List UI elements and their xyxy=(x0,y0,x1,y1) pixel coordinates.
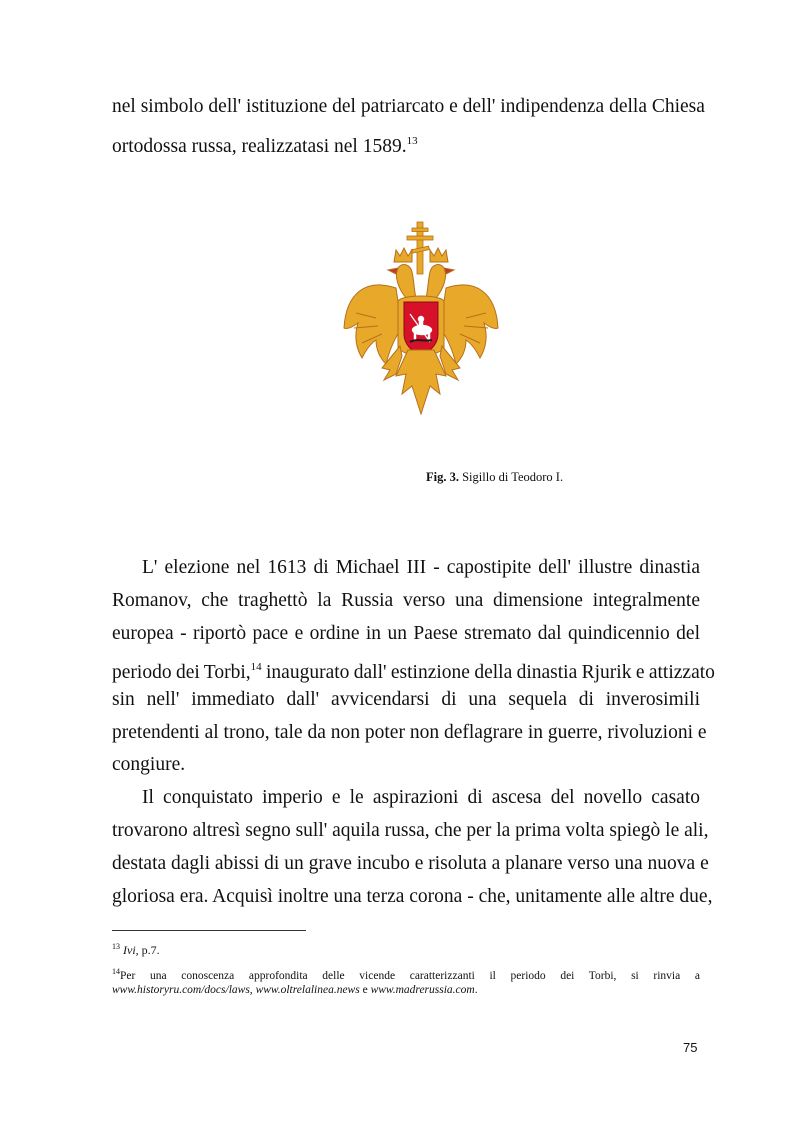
footnote-13: $^{13}$ Ivi, p.7. xyxy=(112,942,160,957)
text-line: gloriosa era. Acquisì inoltre una terza corona - che, unitamente alle altre due, xyxy=(112,886,713,907)
footnote-link[interactable]: www.oltrelalinea.news xyxy=(255,984,360,996)
text-line: trovarono altresì segno sull' aquila russa, che per la prima volta spiegò le ali, xyxy=(112,820,709,841)
text-line: pretendenti al trono, tale da non poter non deflagrare in guerre, rivoluzioni e xyxy=(112,722,707,743)
text-line: sin nell' immediato dall' avvicendarsi di una sequela di inverosimili xyxy=(112,689,700,710)
text-line: destata dagli abissi di un grave incubo e risoluta a planare verso una nuova e xyxy=(112,853,709,874)
footnote-14-links: www.historyru.com/docs/laws, www.oltrelalinea.news e www.madrerussia.com. xyxy=(112,984,478,996)
footnote-divider xyxy=(112,930,306,931)
double-headed-eagle-emblem xyxy=(336,218,506,418)
text-line: ortodossa russa, realizzatasi nel 1589.13 xyxy=(112,135,418,157)
footnote-link[interactable]: www.madrerussia.com xyxy=(370,984,475,996)
page-number: 75 xyxy=(683,1040,698,1055)
text-line: Romanov, che traghettò la Russia verso una dimensione integralmente xyxy=(112,590,700,611)
text-line: congiure. xyxy=(112,754,186,775)
footnote-link[interactable]: www.historyru.com/docs/laws, xyxy=(112,984,253,996)
left-wing xyxy=(344,285,402,364)
text-line: periodo dei Torbi,$^{14}$ inaugurato dall' estinzione della dinastia Rjurik e attizzato xyxy=(112,661,715,683)
figure-caption: Fig. 3. Sigillo di Teodoro I. xyxy=(426,470,564,484)
right-wing xyxy=(440,285,498,364)
text-line: Il conquistato imperio e le aspirazioni di ascesa del novello casato xyxy=(142,787,700,808)
text-line: europea - riportò pace e ordine in un Paese stremato dal quindicennio del xyxy=(112,623,700,644)
footnote-ref[interactable]: 14 xyxy=(250,661,262,673)
cross-icon xyxy=(407,222,433,274)
footnote-14: $^{14}$Per una conoscenza approfondita delle vicende caratterizzanti il periodo dei Torbi, si rinvia a xyxy=(112,967,700,982)
footnote-ref[interactable]: 13 xyxy=(406,135,418,147)
text-line: L' elezione nel 1613 di Michael III - capostipite dell' illustre dinastia xyxy=(142,557,700,578)
text-line: nel simbolo dell' istituzione del patriarcato e dell' indipendenza della Chiesa xyxy=(112,96,705,117)
